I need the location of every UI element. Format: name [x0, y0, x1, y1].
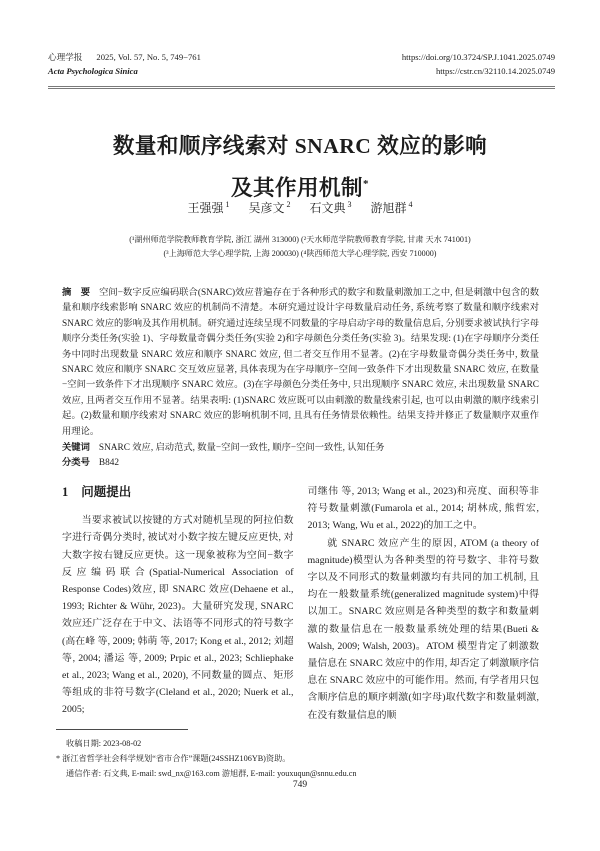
abstract [62, 286, 539, 440]
author [248, 201, 290, 215]
author-affil-marker: 1 [225, 200, 230, 209]
keywords-row [62, 441, 539, 456]
correspondence-note: 通信作者: 石文典, E-mail: swd_nx@163.com 游旭群, E-mail: youxuqun@snnu.edu.cn [66, 769, 357, 779]
keywords-label: 关键词 [62, 442, 90, 453]
author [310, 201, 352, 215]
paper-title-line1: 数量和顺序线索对 SNARC 效应的影响 [112, 134, 488, 158]
author-affil-marker: 2 [286, 200, 291, 209]
section-title: 问题提出 [81, 485, 132, 499]
paper-title-line2: 及其作用机制 [230, 176, 363, 201]
journal-info [48, 51, 201, 78]
author-name: 吴彦文 [248, 201, 285, 215]
body-paragraph: 当要求被试以按键的方式对随机呈现的阿拉伯数字进行奇偶分类时, 被试对小数字按左键反应更快, 对大数字按右键反应更快。这一现象被称为空间−数字反应编码联合(Spatial-Numerical Association of Response Codes)效应, 即 SNARC 效应(Dehaene et al., 1993; Richter & Wühr, 2023)。大量研究发现, SNARC 效应还广泛存在于中文、法语等不同形式的符号数字(高在峰 等, 2009; 韩萌 等, 2017; Kong et al., 2012; 刘超 等, 2004; 潘运 等, 2009; Prpic et al., 2023; Schliephake et al., 2023; Wang et al., 2020), 不同数量的圆点、矩形等组成的非符号数字(Cleland et al., 2020; Nuerk et al., 2005; [62, 515, 294, 716]
abstract-label: 摘 要 [62, 288, 91, 298]
title-footnote-marker: * [363, 178, 369, 190]
footnotes [56, 736, 548, 782]
abstract-text: 空间−数字反应编码联合(SNARC)效应普遍存在于各种形式的数字和数量刺激加工之中, 但是刺激中包含的数量和顺序线索影响 SNARC 效应的机制尚不清楚。本研究通过设计字母数量启动任务, 系统考察了数量和顺序线索对 SNARC 效应的影响及其作用机制。研究通过连续呈现不同数量的字母启动字母的数量信息后, 分别要求被试执行字母顺序分类任务(实验 1)、字母数量奇偶分类任务(实验 2)和字母颜色分类任务(实验 3)。结果发现: (1)在字母顺序分类任务中同时出现数量 SNARC 效应和顺序 SNARC 效应, 但二者交互作用不显著。(2)在字母数量奇偶分类任务中, 数量 SNARC 效应和顺序 SNARC 交互效应显著, 具体表现为在字母顺序−空间一致条件下才出现数量 SNARC 效应, 在数量−空间一致条件下才出现顺序 SNARC 效应。(3)在字母颜色分类任务中, 只出现顺序 SNARC 效应, 未出现数量 SNARC 效应, 且两者交互作用不显著。结果表明: (1)SNARC 效应既可以由刺激的数量线索引起, 也可以由刺激的顺序线索引起。(2)数量和顺序线索对 SNARC 效应的影响机制不同, 且具有任务情景依赖性。结果支持并修正了数量顺序双重作用理论。 [62, 288, 539, 437]
affiliations [0, 233, 600, 261]
body-columns [62, 483, 539, 724]
received-date: 收稿日期: 2023-08-02 [66, 739, 142, 748]
left-column [62, 483, 294, 724]
author-list [0, 199, 600, 216]
article-identifiers [402, 51, 555, 78]
author-affil-marker: 3 [347, 200, 352, 209]
front-matter [62, 286, 539, 472]
body-paragraph: 就 SNARC 效应产生的原因, ATOM (a theory of magnitude)模型认为各种类型的符号数字、非符号数字以及不同形式的数量刺激均有共同的加工机制, 且均在一般数量系统(generalized magnitude system)中得以加工。SNARC 效应则是各种类型的数字和数量刺激的数量信息在一般数量系统处理的结果(Bueti & Walsh, 2009; Walsh, 2003)。ATOM 模型肯定了刺激数量信息在 SNARC 效应中的作用, 却否定了刺激顺序信息在 SNARC 效应中的可能作用。然而, 有学者用只包含顺序信息的顺序刺激(如字母)取代数字和数量刺激, 在没有数量信息的顺 [307, 537, 539, 721]
journal-issue: 2025, Vol. 57, No. 5, 749−761 [96, 52, 201, 62]
body-paragraph: 司继伟 等, 2013; Wang et al., 2023)和亮度、面积等非符号数量刺激(Fumarola et al., 2014; 胡林成, 熊哲宏, 2013; Wang, Wu et al., 2022)的加工之中。 [307, 486, 539, 532]
section-number: 1 [62, 485, 69, 499]
journal-name-cn: 心理学报 [48, 52, 83, 62]
funding-note: * 浙江省哲学社会科学规划“省市合作”课题(24SSHZ106YB)资助。 [56, 754, 291, 764]
footnote-divider [56, 729, 188, 730]
author [371, 201, 413, 215]
affiliation-line: (³上海师范大学心理学院, 上海 200030) (⁴陕西师范大学心理学院, 西安 710000) [163, 249, 437, 258]
classification-label: 分类号 [62, 458, 90, 469]
classification-row [62, 456, 539, 471]
author-name: 石文典 [309, 201, 346, 215]
classification-value: B842 [98, 458, 120, 469]
cstr-link[interactable]: https://cstr.cn/32110.14.2025.0749 [435, 65, 555, 76]
affiliation-line: (¹湖州师范学院教师教育学院, 浙江 湖州 313000) (²天水师范学院教师教育学院, 甘肃 天水 741001) [129, 235, 471, 244]
header-divider [48, 86, 555, 89]
right-column [308, 483, 540, 724]
author-affil-marker: 4 [408, 200, 413, 209]
page-number: 749 [292, 780, 308, 790]
paper-title [0, 127, 600, 207]
journal-name-en: Acta Psychologica Sinica [48, 65, 138, 76]
section-heading [62, 484, 294, 501]
doi-link[interactable]: https://doi.org/10.3724/SP.J.1041.2025.0749 [401, 52, 555, 62]
keywords-text: SNARC 效应, 启动范式, 数量−空间一致性, 顺序−空间一致性, 认知任务 [98, 442, 385, 453]
journal-header [48, 51, 555, 78]
author-name: 游旭群 [370, 201, 407, 215]
author [187, 201, 229, 215]
author-name: 王强强 [187, 201, 224, 215]
